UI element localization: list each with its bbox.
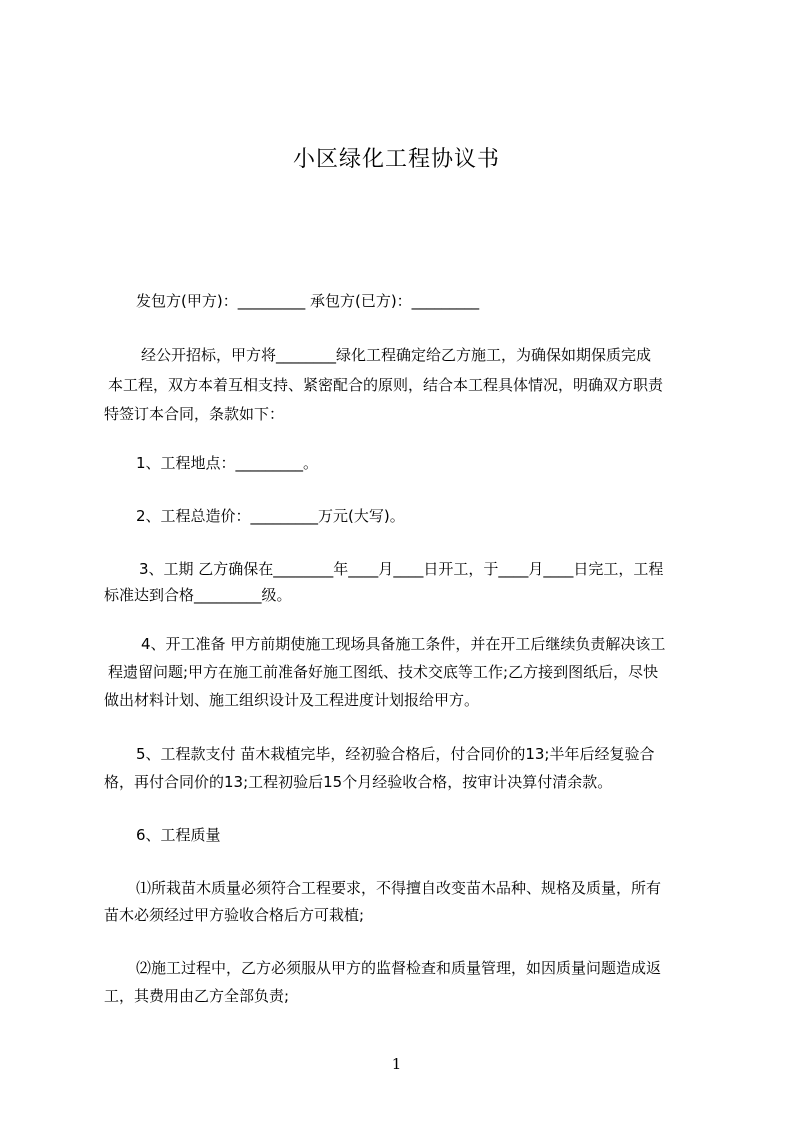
- parties-line: 发包方(甲方)：_________ 承包方(已方)：_________: [136, 292, 480, 310]
- clause-6-2-line-1: ⑵施工过程中，乙方必须服从甲方的监督检查和质量管理，如因质量问题造成返: [136, 959, 662, 977]
- clause-6-1-line-2: 苗木必须经过甲方验收合格后方可栽植;: [104, 906, 365, 924]
- clause-1-location: 1、工程地点：_________。: [136, 454, 319, 472]
- clause-3-line-1: 3、工期 乙方确保在________年____月____日开工，于____月____日完工，工程: [139, 560, 664, 578]
- intro-line-2: 本工程，双方本着互相支持、紧密配合的原则，结合本工程具体情况，明确双方职责: [108, 376, 664, 394]
- clause-4-line-2: 程遗留问题;甲方在施工前准备好施工图纸、技术交底等工作;乙方接到图纸后，尽快: [108, 663, 659, 681]
- clause-4-line-1: 4、开工准备 甲方前期使施工现场具备施工条件，并在开工后继续负责解决该工: [141, 635, 666, 653]
- clause-6-heading: 6、工程质量: [136, 826, 221, 844]
- intro-line-3: 特签订本合同，条款如下：: [104, 405, 285, 423]
- clause-3-line-2: 标准达到合格_________级。: [104, 586, 292, 604]
- clause-4-line-3: 做出材料计划、施工组织设计及工程进度计划报给甲方。: [104, 691, 480, 709]
- page-number: 1: [391, 1055, 402, 1073]
- clause-5-line-2: 格，再付合同价的13;工程初验后15个月经验收合格，按审计决算付清余款。: [104, 773, 613, 791]
- clause-5-line-1: 5、工程款支付 苗木栽植完毕，经初验合格后，付合同价的13;半年后经复验合: [136, 745, 655, 763]
- clause-2-total-cost: 2、工程总造价：_________万元(大写)。: [136, 507, 405, 525]
- intro-line-1: 经公开招标，甲方将________绿化工程确定给乙方施工，为确保如期保质完成: [141, 346, 652, 364]
- clause-6-2-line-2: 工，其费用由乙方全部负责;: [104, 987, 290, 1005]
- clause-6-1-line-1: ⑴所栽苗木质量必须符合工程要求，不得擅自改变苗木品种、规格及质量，所有: [136, 879, 662, 897]
- document-title: 小区绿化工程协议书: [292, 147, 500, 172]
